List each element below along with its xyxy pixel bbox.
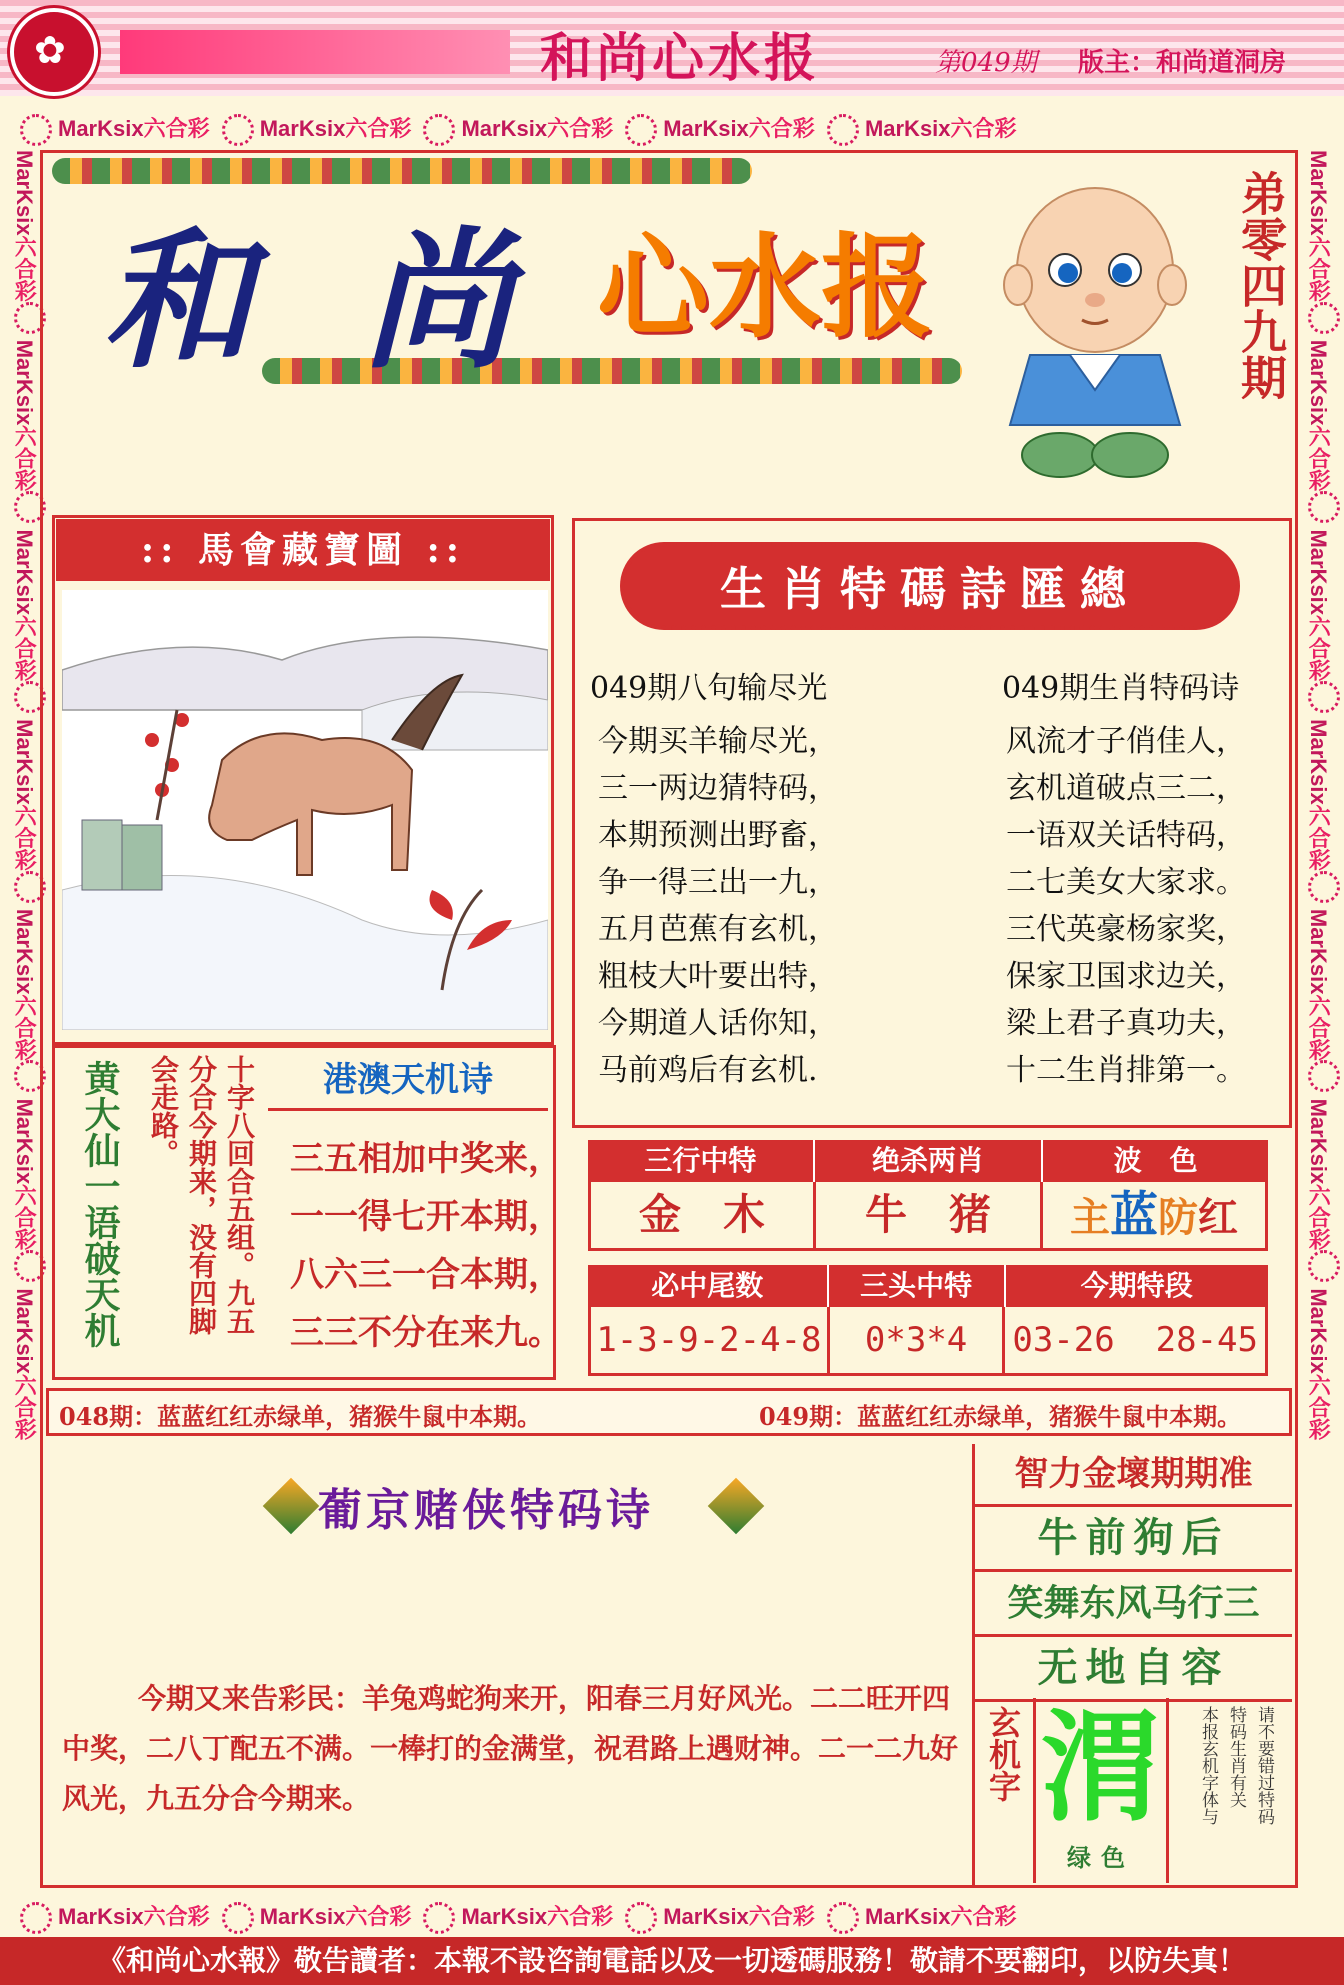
flower-icon (625, 1902, 657, 1934)
watermark-cn: 六合彩 (547, 116, 614, 141)
header-editor: 版主：和尚道洞房 (1078, 48, 1287, 78)
watermark-en: MarKsix (461, 116, 548, 141)
watermark-cn: 六合彩 (1306, 235, 1332, 302)
watermark-en: MarKsix (259, 1904, 346, 1929)
monk-character-illustration (990, 175, 1200, 485)
gangao-line: 一一得七开本期， (290, 1197, 562, 1237)
watermark-cn: 六合彩 (12, 1184, 38, 1251)
xuanji-char-box (1033, 1698, 1169, 1883)
poem-left-line: 马前鸡后有玄机. (598, 1053, 818, 1088)
banner-title-xinshuibao: 心水报 (597, 222, 933, 353)
gangao-line: 三三不分在来九。 (290, 1313, 562, 1353)
wave-main: 主 (1069, 1194, 1110, 1241)
watermark-cn: 六合彩 (143, 116, 210, 141)
watermark-cn: 六合彩 (12, 1373, 38, 1440)
watermark-en: MarKsix (12, 908, 38, 995)
stats-value-teduan: 03-26 28-45 (1002, 1307, 1265, 1373)
watermark-cn: 六合彩 (950, 1904, 1017, 1929)
watermark-cn: 六合彩 (345, 116, 412, 141)
watermark-en: MarKsix (1306, 1288, 1332, 1374)
poem-left-line: 今期道人话你知， (598, 1006, 838, 1041)
top-header (0, 0, 1344, 96)
huang-daxian-label: 黄大仙一语破天机 (79, 1060, 121, 1348)
watermark-en: MarKsix (663, 116, 749, 141)
xuanji-color-label: 绿色 (1067, 1843, 1135, 1872)
flower-icon (1308, 1060, 1340, 1092)
poem-right-heading: 049期生肖特码诗 (1002, 671, 1240, 706)
flower-icon (20, 1902, 52, 1934)
vertical-issue-label: 弟零四九期 (1234, 170, 1288, 400)
poem-panel-title: 生肖特碼詩匯總 (620, 542, 1240, 630)
stats-value-juesha: 牛 猪 (813, 1182, 1040, 1248)
watermark-cn: 六合彩 (12, 994, 38, 1061)
watermark-cn: 六合彩 (1306, 804, 1332, 871)
huang-col-2: 分合今期来，没有四脚 (185, 1055, 218, 1335)
footer-notice: 《和尚心水報》敬告讀者：本報不設咨詢電話以及一切透碼服務！敬請不要翻印，以防失真！ (0, 1937, 1344, 1985)
stats-table (588, 1140, 1268, 1376)
header-issue: 第049期 (935, 48, 1037, 78)
flower-icon (1308, 871, 1340, 903)
diamond-icon (708, 1478, 765, 1535)
poem-left-line: 粗枝大叶要出特， (598, 959, 838, 994)
watermark-en: MarKsix (864, 1904, 951, 1929)
watermark-cn: 六合彩 (12, 615, 38, 682)
xuanji-note-a: 请不要错过特码 (1254, 1706, 1274, 1825)
watermark-en: MarKsix (1306, 339, 1332, 426)
watermark-cn: 六合彩 (1306, 1373, 1332, 1440)
banner-title-he: 和 (102, 213, 253, 389)
flower-icon (827, 114, 859, 146)
stats-header-bose: 波 色 (1041, 1140, 1268, 1182)
watermark-en: MarKsix (864, 116, 951, 141)
watermark-en: MarKsix (12, 1288, 38, 1374)
watermark-cn: 六合彩 (1306, 1184, 1332, 1251)
xuanji-note-b: 特码生肖有关 (1226, 1706, 1246, 1808)
watermark-strip-top (14, 112, 1334, 146)
watermark-cn: 六合彩 (12, 235, 38, 302)
wave-red: 红 (1197, 1194, 1238, 1241)
side-head: 智力金壞期期准 (975, 1444, 1292, 1507)
wave-guard: 防 (1157, 1194, 1198, 1241)
flower-icon (1308, 491, 1340, 523)
stats-row2-header (588, 1265, 1268, 1307)
poem-left-line: 本期预测出野畜， (598, 818, 838, 853)
poem-right-line: 一语双关话特码， (1006, 818, 1246, 853)
poem-left-lines (598, 718, 958, 1094)
poem-right-line: 玄机道破点三二， (1006, 771, 1246, 806)
poem-right-line: 二七美女大家求。 (1006, 865, 1246, 900)
watermark-en: MarKsix (1306, 1098, 1332, 1185)
watermark-en: MarKsix (12, 529, 38, 616)
xuanji-note-c: 本报玄机字体与 (1198, 1706, 1218, 1825)
stats-value-weishu: 1-3-9-2-4-8 (596, 1320, 822, 1360)
watermark-en: MarKsix (12, 719, 38, 805)
watermark-cn: 六合彩 (1306, 994, 1332, 1061)
pujing-text: 今期又来告彩民：羊兔鸡蛇狗来开，阳春三月好风光。二二旺开四中奖，二八丁配五不满。一棒打的金满堂，祝君路上遇财神。二一二九好风光，九五分合今期来。 (62, 1682, 959, 1815)
watermark-cn: 六合彩 (748, 116, 815, 141)
flower-icon (222, 1902, 254, 1934)
flower-icon (423, 114, 455, 146)
gangao-line: 八六三一合本期， (290, 1255, 562, 1295)
poem-right-lines (1006, 718, 1286, 1094)
flower-icon (625, 114, 657, 146)
watermark-cn: 六合彩 (143, 1904, 210, 1929)
watermark-cn: 六合彩 (547, 1904, 614, 1929)
header-band (120, 30, 510, 74)
side-row-3: 无地自容 (975, 1637, 1292, 1702)
gangao-lines (290, 1130, 562, 1362)
stats-header-juesha: 绝杀两肖 (813, 1140, 1042, 1182)
flower-icon (1308, 1250, 1340, 1282)
xuanji-box (975, 1698, 1289, 1883)
banner (52, 158, 992, 488)
gangao-title: 港澳天机诗 (268, 1052, 548, 1111)
watermark-cn: 六合彩 (12, 425, 38, 492)
poem-left-line: 今期买羊输尽光， (598, 724, 838, 759)
watermark-en: MarKsix (12, 150, 38, 236)
watermark-en: MarKsix (12, 1098, 38, 1185)
poem-right-line: 梁上君子真功夫， (1006, 1006, 1246, 1041)
poem-right-line: 风流才子俏佳人， (1006, 724, 1246, 759)
wave-blue: 蓝 (1109, 1187, 1158, 1243)
ticker-right: 049期：蓝蓝红红赤绿单，猪猴牛鼠中本期。 (759, 1402, 1242, 1431)
stats-value-sanxing: 金 木 (638, 1190, 765, 1239)
flower-icon (423, 1902, 455, 1934)
poem-left-line: 争一得三出一九， (598, 865, 838, 900)
flower-icon (1308, 302, 1340, 334)
stats-row2-values (588, 1307, 1268, 1376)
poem-left-heading: 049期八句输尽光 (590, 671, 828, 706)
stats-header-sanxing: 三行中特 (588, 1140, 813, 1182)
watermark-en: MarKsix (1306, 908, 1332, 995)
poem-left-line: 三一两边猜特码， (598, 771, 838, 806)
stats-row1-values (588, 1182, 1268, 1251)
stats-header-weishu: 必中尾数 (588, 1265, 827, 1307)
watermark-cn: 六合彩 (12, 804, 38, 871)
watermark-cn: 六合彩 (748, 1904, 815, 1929)
watermark-en: MarKsix (1306, 529, 1332, 616)
watermark-cn: 六合彩 (1306, 615, 1332, 682)
poem-right-line: 保家卫国求边关， (1006, 959, 1246, 994)
poem-right-line: 十二生肖排第一。 (1006, 1053, 1246, 1088)
flower-icon (827, 1902, 859, 1934)
xuanji-label: 玄机字 (984, 1706, 1022, 1802)
watermark-en: MarKsix (1306, 719, 1332, 805)
watermark-en: MarKsix (58, 1904, 144, 1929)
watermark-cn: 六合彩 (950, 116, 1017, 141)
stats-value-bose (1040, 1182, 1265, 1248)
ticker-left: 048期：蓝蓝红红赤绿单，猪猴牛鼠中本期。 (59, 1402, 542, 1431)
stats-row1-header (588, 1140, 1268, 1182)
watermark-cn: 六合彩 (1306, 425, 1332, 492)
flower-icon (1308, 681, 1340, 713)
watermark-strip-right (1302, 150, 1344, 1890)
huang-col-1: 十字八回合五组。九五 (223, 1055, 256, 1335)
watermark-en: MarKsix (663, 1904, 749, 1929)
poem-right-line: 三代英豪杨家奖， (1006, 912, 1246, 947)
diamond-icon (263, 1478, 320, 1535)
watermark-cn: 六合彩 (345, 1904, 412, 1929)
watermark-strip-bottom (14, 1900, 1334, 1934)
xuanji-char: 渭 (1041, 1697, 1161, 1838)
side-row-1: 牛前狗后 (975, 1507, 1292, 1572)
banner-title-shang: 尚 (362, 213, 513, 389)
watermark-en: MarKsix (259, 116, 346, 141)
gangao-line: 三五相加中奖来， (290, 1139, 562, 1179)
side-row-2: 笑舞东风马行三 (975, 1572, 1292, 1637)
horse-drinking-illustration (62, 590, 548, 1030)
horse-panel-title: :: 馬會藏寶圖 :: (56, 519, 550, 581)
watermark-en: MarKsix (461, 1904, 548, 1929)
watermark-en: MarKsix (1306, 150, 1332, 236)
flower-icon (222, 114, 254, 146)
pujing-section (46, 1444, 970, 1884)
stats-value-santou: 0*3*4 (827, 1307, 1002, 1373)
huang-col-3: 会走路。 (147, 1055, 180, 1167)
hk-emblem-logo: ✿ (10, 8, 98, 96)
poem-left-line: 五月芭蕉有玄机， (598, 912, 838, 947)
watermark-en: MarKsix (58, 116, 144, 141)
stats-header-santou: 三头中特 (827, 1265, 1004, 1307)
ticker-bar (46, 1388, 1292, 1436)
stats-header-teduan: 今期特段 (1004, 1265, 1268, 1307)
pujing-title: 葡京赌侠特码诗 (318, 1485, 654, 1536)
header-title: 和尚心水报 (540, 28, 821, 89)
watermark-en: MarKsix (12, 339, 38, 426)
flower-icon (20, 114, 52, 146)
